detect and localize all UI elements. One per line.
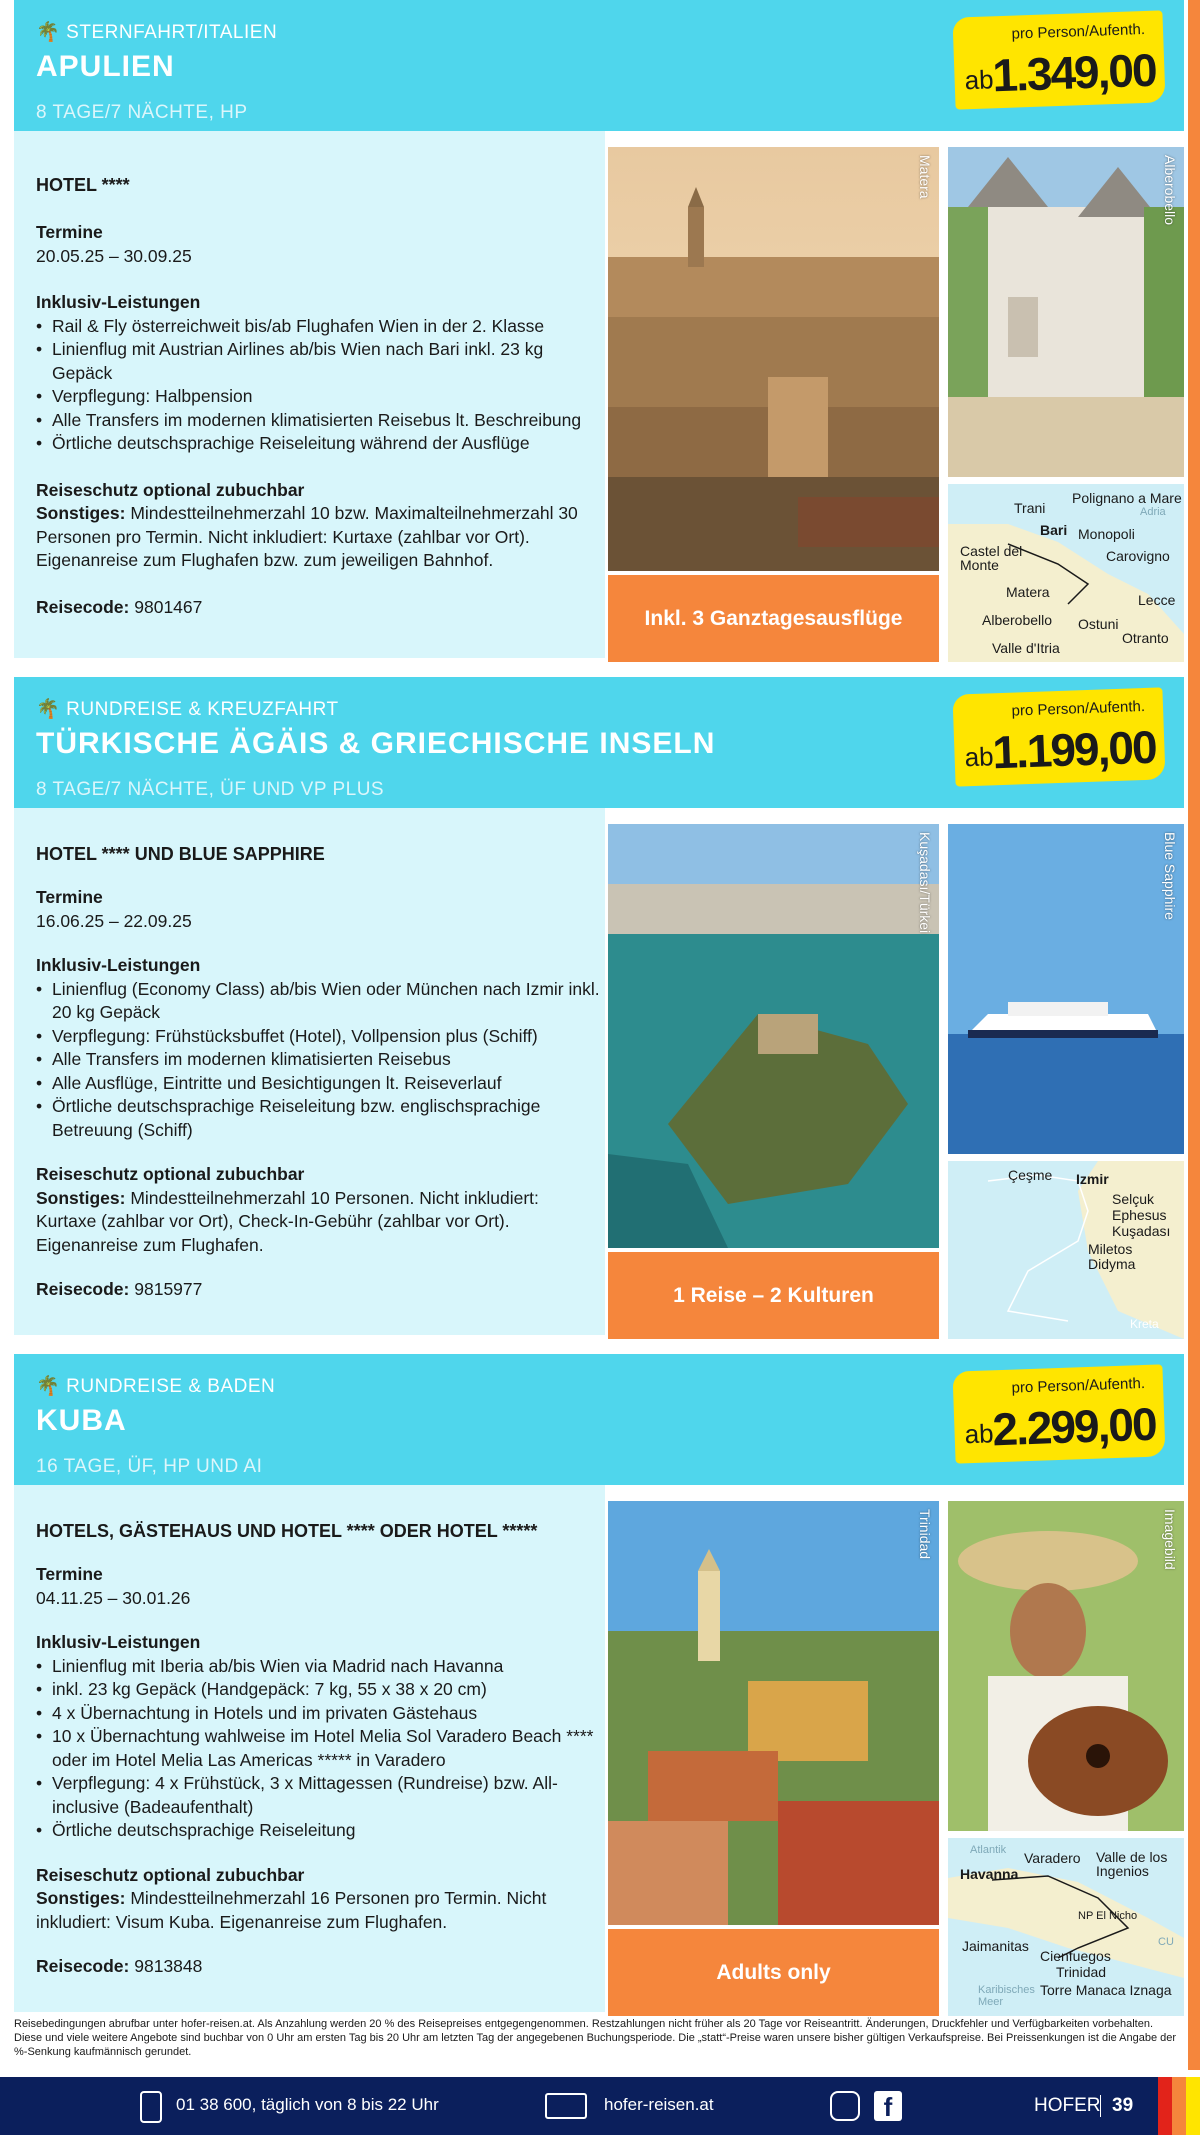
offer-apulien — [14, 0, 1184, 662]
price-label: pro Person/Aufenth. — [1011, 20, 1146, 43]
list-item: • Alle Transfers im modernen klimatisierten Reisebus lt. Beschreibung — [36, 409, 601, 433]
photo-imagebild — [948, 1501, 1184, 1831]
list-item: • Linienflug mit Iberia ab/bis Wien via Madrid nach Havanna — [36, 1655, 601, 1679]
map-label: Karibisches Meer — [978, 1984, 1035, 2008]
sonstiges-text: Mindestteilnehmerzahl 10 bzw. Maximalteilnehmerzahl 30 Personen pro Termin. Nicht inkludiert: Kurtaxe (zahlbar vor Ort). Eigenanreise zum Flughafen bzw. zum jeweiligen Bahnhof. — [36, 503, 578, 570]
price-value: 1.199,00 — [991, 720, 1157, 779]
reisecode-label: Reisecode: — [36, 1956, 130, 1976]
offer-category: 🌴 RUNDREISE & BADEN — [36, 1376, 276, 1397]
website-link[interactable]: hofer-reisen.at — [604, 2095, 714, 2114]
termine-value: 16.06.25 – 22.09.25 — [36, 910, 192, 931]
termine-value: 04.11.25 – 30.01.26 — [36, 1587, 191, 1608]
offer-category: 🌴 RUNDREISE & KREUZFAHRT — [36, 699, 339, 720]
map-label: NP El Nicho — [1078, 1910, 1138, 1922]
list-item: • Örtliche deutschsprachige Reiseleitung — [36, 1819, 601, 1843]
map-label: Valle d'Itria — [992, 640, 1060, 656]
offer-ribbon: 1 Reise – 2 Kulturen — [608, 1252, 939, 1339]
offer-header — [14, 1354, 1184, 1485]
instagram-icon[interactable] — [830, 2091, 860, 2121]
map-label: Çeşme — [1008, 1167, 1053, 1183]
reisecode-value: 9815977 — [134, 1279, 203, 1299]
list-item: • 10 x Übernachtung wahlweise im Hotel Melia Sol Varadero Beach **** oder im Hotel Melia Las Americas ***** in Varadero — [36, 1725, 601, 1772]
map-label: Adria — [1140, 506, 1166, 518]
offer-header — [14, 677, 1184, 808]
phone-icon — [140, 2091, 162, 2123]
photo-caption: Matera — [917, 155, 933, 199]
map-label: Jaimanitas — [962, 1938, 1029, 1954]
facebook-icon[interactable]: f — [874, 2091, 902, 2121]
map-label: Monopoli — [1078, 526, 1135, 542]
list-item: • Verpflegung: 4 x Frühstück, 3 x Mittagessen (Rundreise) bzw. All-inclusive (Badeaufenthalt) — [36, 1772, 601, 1819]
price-prefix: ab — [964, 1418, 995, 1450]
laptop-icon — [545, 2093, 587, 2119]
map-label: Otranto — [1122, 630, 1169, 646]
offer-details — [14, 131, 605, 658]
offer-duration: 8 TAGE/7 NÄCHTE, HP — [36, 102, 248, 123]
list-item: • Verpflegung: Frühstücksbuffet (Hotel), Vollpension plus (Schiff) — [36, 1025, 601, 1049]
photo-caption: Blue Sapphire — [1162, 832, 1178, 920]
list-item: • Alle Transfers im modernen klimatisierten Reisebus — [36, 1048, 601, 1072]
list-item: • Linienflug mit Austrian Airlines ab/bis Wien nach Bari inkl. 23 kg Gepäck — [36, 338, 601, 385]
sonstiges-label: Sonstiges: — [36, 1888, 126, 1908]
list-item: • Verpflegung: Halbpension — [36, 385, 601, 409]
sonstiges-text: Mindestteilnehmerzahl 10 Personen. Nicht inkludiert: Kurtaxe (zahlbar vor Ort), Check-In-Gebühr (zahlbar vor Ort). Eigenanreise zum Flughafen. — [36, 1187, 539, 1255]
termine-label: Termine — [36, 887, 103, 907]
price-tag — [952, 1364, 1165, 1463]
hotel-heading: HOTEL **** UND BLUE SAPPHIRE — [36, 844, 325, 864]
map-label: Trani — [1014, 500, 1046, 516]
map-label: Bari — [1040, 522, 1068, 538]
offer-title: APULIEN — [36, 50, 175, 83]
price-value: 2.299,00 — [991, 1397, 1157, 1456]
palm-icon: 🌴 — [36, 1376, 61, 1397]
price-value: 1.349,00 — [991, 43, 1157, 102]
price-tag — [952, 687, 1165, 786]
inklusiv-label: Inklusiv-Leistungen — [36, 955, 201, 975]
termine-label: Termine — [36, 1564, 103, 1584]
list-item: • Örtliche deutschsprachige Reiseleitung während der Ausflüge — [36, 432, 601, 456]
photo-caption: Imagebild — [1162, 1509, 1178, 1570]
list-item: • Örtliche deutschsprachige Reiseleitung bzw. englischsprachige Betreuung (Schiff) — [36, 1095, 601, 1142]
list-item: • inkl. 23 kg Gepäck (Handgepäck: 7 kg, 55 x 38 x 20 cm) — [36, 1678, 601, 1702]
map-label: Polignano a Mare — [1072, 490, 1182, 506]
offer-category: 🌴 STERNFAHRT/ITALIEN — [36, 22, 278, 43]
map-label: Torre Manaca Iznaga — [1040, 1982, 1172, 1998]
map-label: CU — [1158, 1936, 1174, 1948]
photo-caption: Trinidad — [917, 1509, 933, 1560]
route-map — [948, 1161, 1184, 1339]
list-item: • Rail & Fly österreichweit bis/ab Flughafen Wien in der 2. Klasse — [36, 315, 601, 339]
reisecode-value: 9813848 — [134, 1956, 203, 1976]
map-label: Carovigno — [1106, 548, 1170, 564]
termine-value: 20.05.25 – 30.09.25 — [36, 245, 192, 266]
map-label: Valle de los Ingenios — [1096, 1849, 1168, 1879]
offer-header — [14, 0, 1184, 131]
offer-title: TÜRKISCHE ÄGÄIS & GRIECHISCHE INSELN — [36, 727, 716, 760]
offer-duration: 8 TAGE/7 NÄCHTE, ÜF UND VP PLUS — [36, 779, 385, 800]
photo-blue-sapphire — [948, 824, 1184, 1154]
brand-name: HOFER — [1034, 2095, 1101, 2116]
map-label: Ephesus — [1112, 1207, 1167, 1223]
map-label: Trinidad — [1056, 1964, 1107, 1980]
price-prefix: ab — [964, 741, 995, 773]
offer-details — [14, 808, 605, 1335]
hotel-heading: HOTELS, GÄSTEHAUS UND HOTEL **** ODER HOTEL ***** — [36, 1521, 538, 1541]
map-label: Castel del Monte — [960, 543, 1023, 573]
map-label: Havanna — [960, 1866, 1019, 1882]
details-text — [36, 886, 601, 1302]
reiseschutz: Reiseschutz optional zubuchbar — [36, 1864, 305, 1885]
photo-alberobello — [948, 147, 1184, 477]
offer-ribbon: Adults only — [608, 1929, 939, 2016]
photo-caption: Alberobello — [1162, 155, 1178, 226]
offer-details — [14, 1485, 605, 2012]
photo-matera — [608, 147, 939, 571]
map-label: Atlantik — [970, 1844, 1007, 1856]
phone-text[interactable]: 01 38 600, täglich von 8 bis 22 Uhr — [176, 2095, 439, 2114]
map-label: Ostuni — [1078, 616, 1119, 632]
map-label: Lecce — [1138, 592, 1176, 608]
price-tag — [952, 10, 1165, 109]
map-label: Selçuk — [1112, 1191, 1155, 1207]
map-label: Didyma — [1088, 1256, 1136, 1272]
page-footer — [0, 2077, 1200, 2135]
hotel-heading: HOTEL **** — [36, 175, 130, 195]
reiseschutz: Reiseschutz optional zubuchbar — [36, 1164, 305, 1184]
map-label: Miletos — [1088, 1241, 1133, 1257]
details-text — [36, 1563, 601, 1979]
offer-title: KUBA — [36, 1404, 127, 1437]
details-text — [36, 221, 601, 619]
reisecode-label: Reisecode: — [36, 596, 130, 617]
sonstiges-text: Mindestteilnehmerzahl 16 Personen pro Termin. Nicht inkludiert: Visum Kuba. Eigenanreise zum Flughafen. — [36, 1888, 547, 1932]
page-number: 39 — [1112, 2095, 1134, 2116]
reiseschutz: Reiseschutz optional zubuchbar — [36, 479, 305, 500]
map-label: Varadero — [1024, 1850, 1081, 1866]
footer-stripes — [1158, 2077, 1200, 2135]
map-label: Alberobello — [982, 612, 1053, 628]
route-map — [948, 484, 1184, 662]
divider — [1100, 2095, 1101, 2117]
offer-duration: 16 TAGE, ÜF, HP UND AI — [36, 1456, 263, 1477]
sonstiges-label: Sonstiges: — [36, 1187, 126, 1208]
map-label: Kuşadası — [1112, 1223, 1171, 1239]
price-label: pro Person/Aufenth. — [1011, 697, 1146, 720]
price-label: pro Person/Aufenth. — [1011, 1374, 1146, 1397]
termine-label: Termine — [36, 222, 103, 242]
photo-caption: Kuşadası/Türkei — [917, 832, 933, 934]
offer-tuerkei — [14, 677, 1184, 1339]
map-label: Izmir — [1076, 1171, 1109, 1187]
price-prefix: ab — [964, 64, 995, 96]
list-item: • 4 x Übernachtung in Hotels und im privaten Gästehaus — [36, 1702, 601, 1726]
edge-stripes — [1188, 0, 1200, 2070]
offer-ribbon: Inkl. 3 Ganztagesausflüge — [608, 575, 939, 662]
offer-kuba — [14, 1354, 1184, 2016]
inklusiv-label: Inklusiv-Leistungen — [36, 1632, 201, 1652]
legal-footnote: Reisebedingungen abrufbar unter hofer-reisen.at. Als Anzahlung werden 20 % des Reisepreises entgegengenommen. Restzahlungen nicht früher als 20 Tage vor Reiseantritt. Änderungen, Druckfehler und Verfügbarkeiten vorbehalten. Diese und viele weitere Angebote sind buchbar von 0 Uhr am ersten Tag bis 20 Uhr am letzten Tag der angegebenen Buchungsperiode. Die „statt“-Preise waren unsere bisher gültigen Verkaufspreise. Bei Preissenkungen ist die Angabe der %-Senkung kaufmännisch gerundet. — [14, 2018, 1177, 2058]
map-label: Matera — [1006, 584, 1050, 600]
reisecode-label: Reisecode: — [36, 1279, 130, 1299]
palm-icon: 🌴 — [36, 699, 61, 720]
reisecode-value: 9801467 — [134, 596, 203, 617]
inklusiv-label: Inklusiv-Leistungen — [36, 292, 201, 312]
map-label: Cienfuegos — [1040, 1948, 1111, 1964]
photo-kusadasi — [608, 824, 939, 1248]
photo-trinidad — [608, 1501, 939, 1925]
route-map — [948, 1838, 1184, 2016]
list-item: • Linienflug (Economy Class) ab/bis Wien oder München nach Izmir inkl. 20 kg Gepäck — [36, 978, 601, 1025]
sonstiges-label: Sonstiges: — [36, 503, 126, 523]
map-label: Kreta — [1130, 1317, 1159, 1331]
list-item: • Alle Ausflüge, Eintritte und Besichtigungen lt. Reiseverlauf — [36, 1072, 601, 1096]
palm-icon: 🌴 — [36, 22, 61, 43]
